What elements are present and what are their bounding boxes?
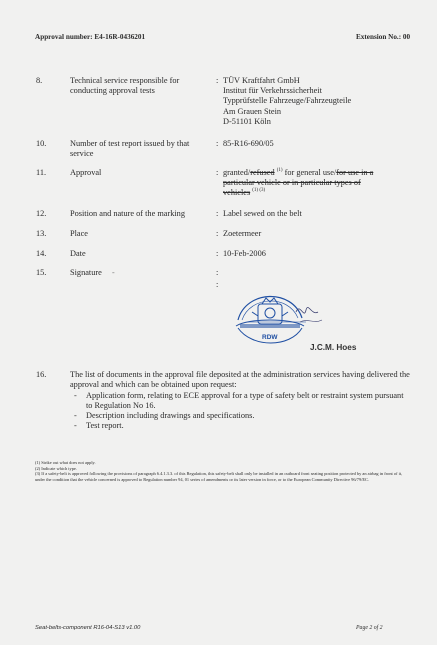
- item-11-value-line3: [223, 188, 407, 198]
- footnote-1: (1) Strike out what does not apply.: [35, 460, 96, 465]
- footer-document-code: Seat-belts-component R16-04-S13 v1.00: [35, 625, 141, 631]
- approval-granted: granted/: [223, 168, 251, 177]
- item-8-label: [70, 76, 215, 96]
- item-14-value: 10-Feb-2006: [223, 249, 266, 258]
- item-8-label-line2: conducting approval tests: [70, 86, 155, 96]
- item-8-number: 8.: [36, 76, 43, 85]
- item-11-value-line1: [223, 168, 407, 178]
- item-13-number: 13.: [36, 229, 47, 238]
- item-8-value-line3: Typprüfstelle Fahrzeuge/Fahrzeugteile: [223, 96, 352, 106]
- signatory-name: J.C.M. Hoes: [310, 343, 357, 352]
- item-11-number: 11.: [36, 168, 47, 177]
- approval-refused: refused: [250, 168, 275, 177]
- item-10-label: [70, 139, 189, 159]
- item-8-value: [223, 76, 351, 127]
- item-14-number: 14.: [36, 249, 47, 258]
- item-11-value: [223, 168, 407, 199]
- item-15-colon-2: :: [216, 280, 219, 289]
- item-8-label-text1: Technical service responsible for: [70, 76, 180, 85]
- item-8-value-line4: Am Grauen Stein: [223, 106, 282, 116]
- item-8-value-line1: TÜV Kraftfahrt GmbH: [223, 76, 300, 85]
- item-8-label-line1: [70, 76, 215, 86]
- item-10-label-line1: Number of test report issued by that: [70, 139, 190, 148]
- item-11-value-line2: particular vehicle or in particular types of: [223, 178, 361, 188]
- item-16-body: [70, 370, 410, 432]
- item-12-number: 12.: [36, 209, 47, 218]
- item-12-label: Position and nature of the marking: [70, 209, 185, 218]
- item-11-label: Approval: [70, 168, 102, 177]
- item-14-colon: :: [216, 249, 219, 258]
- item-16-list-item: - Application form, relating to ECE approval for a type of safety belt or restraint system pursuant to Regulation No 16.: [86, 391, 410, 412]
- item-10-value: 85-R16-690/05: [223, 139, 274, 148]
- extension-number: Extension No.: 00: [356, 33, 411, 41]
- item-8-value-line5: D-51101 Köln: [223, 116, 271, 126]
- item-8-colon: :: [216, 76, 219, 85]
- item-11-colon: :: [216, 168, 219, 177]
- footnote-ref-1: (1): [276, 168, 283, 174]
- item-12-value: Label sewed on the belt: [223, 209, 302, 218]
- item-15-colon: :: [216, 268, 219, 277]
- approval-number: Approval number: E4-16R-0436201: [35, 33, 146, 41]
- item-16-list-item: - Test report.: [86, 421, 410, 431]
- footnote-3: (3) If a safety-belt is approved following the provisions of paragraph 6.4.1.3.3. of this Regulation, this safety-belt shall only be installed in an outboard front seating position protected by an airbag in front of it, under the condition that the vehicle concerned is approved to Regulation number 94, 01 series of amendments or its later version in force, or to the European Community Directive 96/79/EC.: [35, 471, 403, 482]
- item-14-label: Date: [70, 249, 86, 258]
- item-12-colon: :: [216, 209, 219, 218]
- item-16-intro: The list of documents in the approval file deposited at the administration services having delivered the approval and which can be obtained upon request:: [70, 370, 410, 390]
- item-16-number: 16.: [36, 370, 47, 379]
- item-13-label: Place: [70, 229, 88, 238]
- item-8-value-line2: Institut für Verkehrssicherheit: [223, 86, 322, 96]
- item-10-number: 10.: [36, 139, 47, 148]
- item-15-number: 15.: [36, 268, 47, 277]
- stamp-text: RDW: [262, 334, 278, 341]
- rdw-stamp-seal: [234, 282, 324, 352]
- item-13-colon: :: [216, 229, 219, 238]
- footnote-2: (2) Indicate which type.: [35, 465, 77, 471]
- item-16-list: [70, 391, 410, 432]
- footnote-ref-1-3: (1) (3): [252, 188, 266, 194]
- item-10-label-line2: service: [70, 149, 94, 159]
- item-10-colon: :: [216, 139, 219, 148]
- approval-struck-1: for use in a: [336, 168, 374, 177]
- item-16-list-item: - Description including drawings and specifications.: [86, 411, 410, 421]
- approval-struck-3: vehicles: [223, 188, 251, 198]
- approval-general-use: for general use/: [282, 168, 337, 177]
- item-15-dash: -: [112, 268, 115, 277]
- footer-page-number: Page 2 of 2: [356, 625, 383, 631]
- item-13-value: Zoetermeer: [223, 229, 262, 238]
- footnotes: [35, 460, 405, 482]
- item-15-label: Signature: [70, 268, 102, 277]
